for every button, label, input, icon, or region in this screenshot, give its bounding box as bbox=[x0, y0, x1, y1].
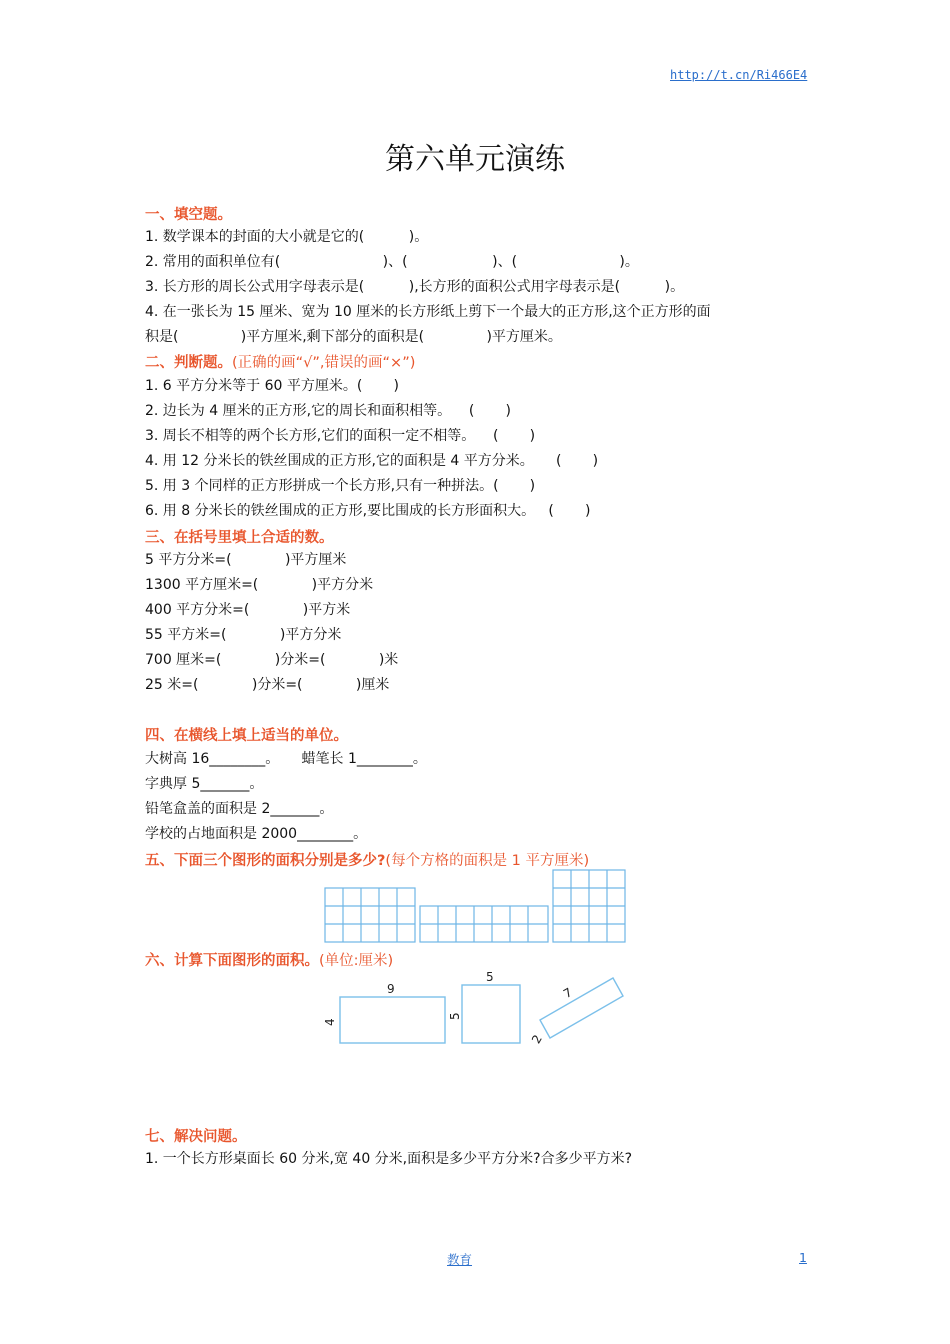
section-2-heading: 二、判断题。(正确的画“√”,错误的画“×”) bbox=[145, 355, 416, 371]
s3-line-1: 5 平方分米=( )平方厘米 bbox=[145, 552, 347, 568]
grid-figure-2 bbox=[420, 906, 548, 942]
grid-figures bbox=[320, 868, 630, 948]
section-5-note: (每个方格的面积是 1 平方厘米) bbox=[385, 853, 590, 869]
tilted-length-label: 7 bbox=[561, 985, 575, 1002]
tilted-rectangle-figure bbox=[529, 978, 623, 1046]
page-title: 第六单元演练 bbox=[385, 142, 565, 177]
grid-figure-1 bbox=[325, 888, 415, 942]
s3-line-5: 700 厘米=( )分米=( )米 bbox=[145, 652, 399, 668]
s1-line-3: 3. 长方形的周长公式用字母表示是( ),长方形的面积公式用字母表示是( )。 bbox=[145, 279, 685, 295]
s2-line-3: 3. 周长不相等的两个长方形,它们的面积一定不相等。 ( ) bbox=[145, 428, 536, 444]
s4-line-1: 大树高 16________。 蜡笔长 1________。 bbox=[145, 751, 427, 767]
footer-link[interactable]: 教育 bbox=[447, 1252, 473, 1267]
page-number: 1 bbox=[799, 1250, 807, 1265]
header-link[interactable]: http://t.cn/Ri466E4 bbox=[670, 68, 808, 82]
section-2-note: (正确的画“√”,错误的画“×”) bbox=[232, 355, 416, 371]
s1-line-2: 2. 常用的面积单位有( )、( )、( )。 bbox=[145, 254, 639, 270]
s3-line-2: 1300 平方厘米=( )平方分米 bbox=[145, 577, 374, 593]
s2-line-6: 6. 用 8 分米长的铁丝围成的正方形,要比围成的长方形面积大。 ( ) bbox=[145, 503, 591, 519]
s4-line-2: 字典厚 5_______。 bbox=[145, 776, 264, 792]
s1-line-5: 积是( )平方厘米,剩下部分的面积是( )平方厘米。 bbox=[145, 329, 562, 345]
section-4-heading: 四、在横线上填上适当的单位。 bbox=[145, 728, 348, 744]
s2-line-2: 2. 边长为 4 厘米的正方形,它的周长和面积相等。 ( ) bbox=[145, 403, 511, 419]
s1-line-1: 1. 数学课本的封面的大小就是它的( )。 bbox=[145, 229, 429, 245]
grid-figure-3 bbox=[553, 870, 625, 942]
s3-line-6: 25 米=( )分米=( )厘米 bbox=[145, 677, 390, 693]
s2-line-5: 5. 用 3 个同样的正方形拼成一个长方形,只有一种拼法。( ) bbox=[145, 478, 536, 494]
s1-line-4: 4. 在一张长为 15 厘米、宽为 10 厘米的长方形纸上剪下一个最大的正方形,这个正方形的面 bbox=[145, 304, 711, 320]
rect-width-label: 4 bbox=[323, 1018, 337, 1026]
section-5-heading: 五、下面三个图形的面积分别是多少?(每个方格的面积是 1 平方厘米) bbox=[145, 853, 590, 869]
s2-line-4: 4. 用 12 分米长的铁丝围成的正方形,它的面积是 4 平方分米。 ( ) bbox=[145, 453, 599, 469]
s2-line-1: 1. 6 平方分米等于 60 平方厘米。( ) bbox=[145, 378, 399, 394]
section-7-heading: 七、解决问题。 bbox=[145, 1129, 247, 1145]
square-side-label: 5 bbox=[448, 1012, 462, 1020]
section-1-heading: 一、填空题。 bbox=[145, 207, 232, 223]
section-6-note: (单位:厘米) bbox=[319, 953, 394, 969]
s4-line-4: 学校的占地面积是 2000________。 bbox=[145, 826, 368, 842]
section-3-heading: 三、在括号里填上合适的数。 bbox=[145, 530, 334, 546]
tilted-width-label: 2 bbox=[528, 1032, 545, 1046]
s4-line-3: 铅笔盒盖的面积是 2_______。 bbox=[145, 801, 334, 817]
s3-line-3: 400 平方分米=( )平方米 bbox=[145, 602, 351, 618]
s3-line-4: 55 平方米=( )平方分米 bbox=[145, 627, 342, 643]
section-6-heading: 六、计算下面图形的面积。(单位:厘米) bbox=[145, 953, 394, 969]
rectangle-figure bbox=[323, 982, 445, 1043]
square-figure bbox=[448, 970, 520, 1043]
square-top-label: 5 bbox=[486, 970, 494, 984]
area-figures bbox=[320, 965, 635, 1050]
s7-line-1: 1. 一个长方形桌面长 60 分米,宽 40 分米,面积是多少平方分米?合多少平方米? bbox=[145, 1151, 632, 1167]
rect-length-label: 9 bbox=[387, 982, 395, 996]
